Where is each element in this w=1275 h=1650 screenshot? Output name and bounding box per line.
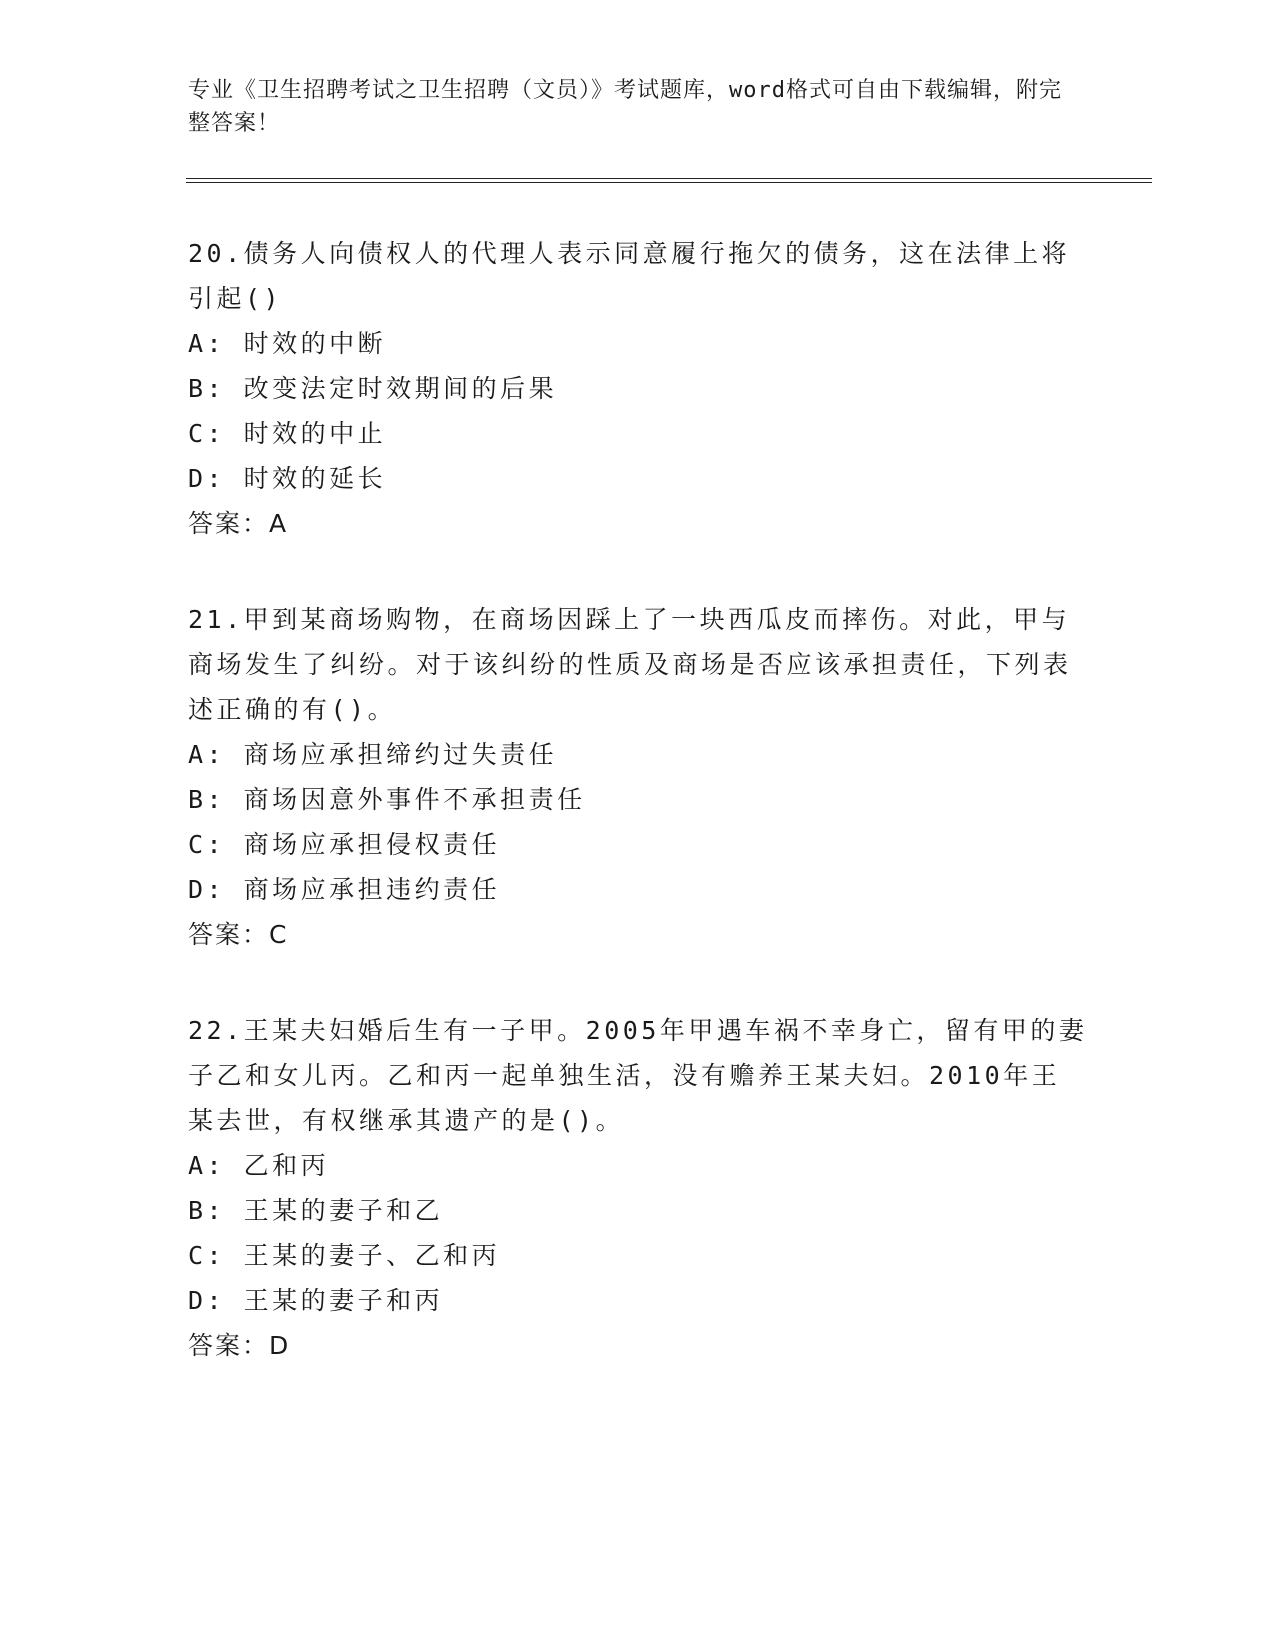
option-c: C: 时效的中止 <box>188 419 387 448</box>
header-divider <box>186 178 1152 183</box>
option-d: D: 王某的妻子和丙 <box>188 1286 444 1315</box>
option-a: A: 商场应承担缔约过失责任 <box>188 740 558 769</box>
option-b: B: 王某的妻子和乙 <box>188 1196 444 1225</box>
question-20 <box>188 231 1088 546</box>
option-b: B: 改变法定时效期间的后果 <box>188 374 558 403</box>
question-stem: 20.债务人向债权人的代理人表示同意履行拖欠的债务，这在法律上将引起() <box>188 239 1071 313</box>
document-header: 专业《卫生招聘考试之卫生招聘（文员）》考试题库，word格式可自由下载编辑，附完整答案！ <box>188 78 1062 136</box>
answer-line: 答案：D <box>188 1331 291 1360</box>
question-stem: 21.甲到某商场购物，在商场因踩上了一块西瓜皮而摔伤。对此，甲与商场发生了纠纷。对于该纠纷的性质及商场是否应该承担责任，下列表述正确的有()。 <box>188 605 1072 724</box>
question-list <box>188 231 1088 1419</box>
answer-line: 答案：C <box>188 920 289 949</box>
option-c: C: 商场应承担侵权责任 <box>188 830 501 859</box>
option-d: D: 时效的延长 <box>188 464 387 493</box>
option-b: B: 商场因意外事件不承担责任 <box>188 785 586 814</box>
question-stem: 22.王某夫妇婚后生有一子甲。2005年甲遇车祸不幸身亡，留有甲的妻子乙和女儿丙。乙和丙一起单独生活，没有赡养王某夫妇。2010年王某去世，有权继承其遗产的是()。 <box>188 1016 1088 1135</box>
option-a: A: 乙和丙 <box>188 1151 330 1180</box>
question-21 <box>188 597 1088 957</box>
question-22 <box>188 1008 1088 1368</box>
answer-line: 答案：A <box>188 509 289 538</box>
option-d: D: 商场应承担违约责任 <box>188 875 501 904</box>
option-c: C: 王某的妻子、乙和丙 <box>188 1241 501 1270</box>
option-a: A: 时效的中断 <box>188 329 387 358</box>
